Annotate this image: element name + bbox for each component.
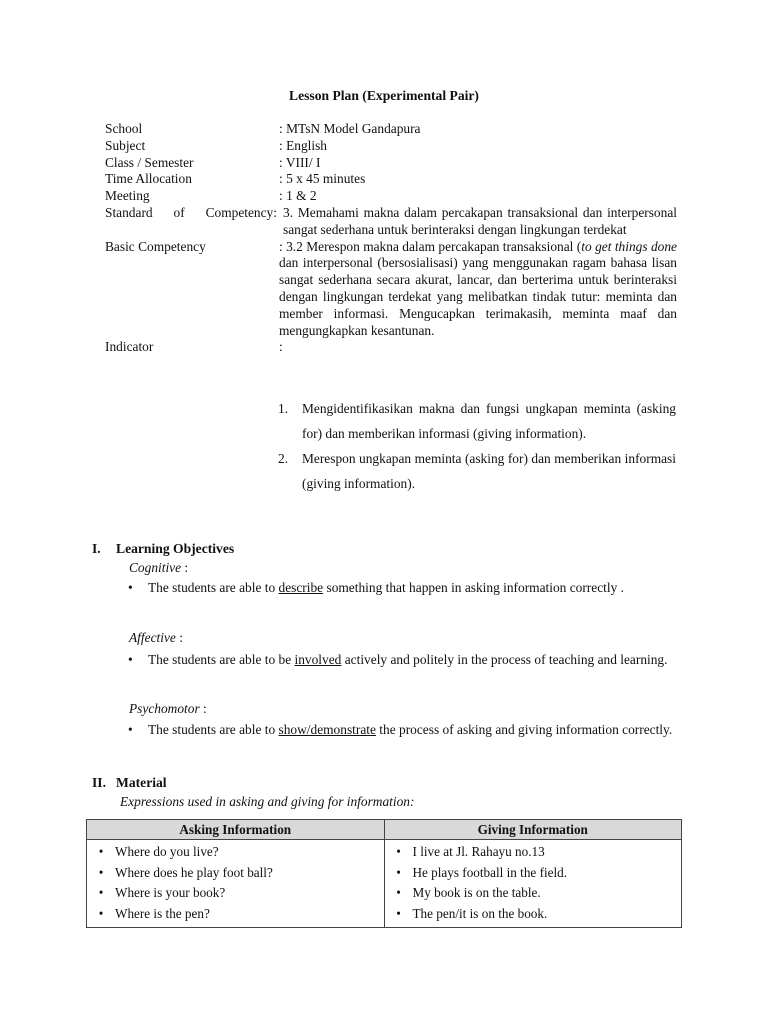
basic-value-part2: dan interpersonal (bersosialisasi) yang menggunakan ragam bahasa lisan sangat sederhana secara akurat, lancar, dan berterima untuk berinteraksi dengan lingkungan terdekat yang melibatkan tindak tutur: meminta dan member informasi. Mengucapkan terimakasih, meminta maaf dan mengungkapkan kesantunan. [279, 255, 677, 338]
giving-expression: I live at Jl. Rahayu no.13 [412, 844, 545, 859]
list-item [385, 863, 682, 884]
bullet-icon: • [128, 652, 133, 667]
bullet-icon: • [128, 580, 133, 595]
identity-row-basic [105, 239, 677, 340]
basic-label: Basic Competency [105, 238, 206, 254]
asking-expression: Where does he play foot ball? [115, 864, 273, 880]
psychomotor-objective [128, 722, 676, 739]
giving-expression: My book is on the table. [412, 885, 541, 900]
section-title: Learning Objectives [116, 541, 235, 556]
standard-label-word3: Competency: [205, 204, 277, 220]
indicator-number: 2. [278, 451, 289, 466]
psychomotor-subheading [129, 701, 207, 717]
school-value: : MTsN Model Gandapura [279, 121, 421, 136]
asking-cell [87, 840, 385, 928]
subject-value: : English [279, 137, 327, 153]
indicator-text: Merespon ungkapan meminta (asking for) dan memberikan informasi (giving information). [302, 451, 676, 491]
affective-text-post: actively and politely in the process of teaching and learning. [341, 652, 668, 667]
affective-objective [128, 652, 676, 669]
psychomotor-text-pre: The students are able to [148, 722, 279, 737]
list-item [87, 904, 384, 925]
list-item [385, 904, 682, 925]
indicator-list [278, 396, 676, 496]
basic-value-italic: to get things done [581, 238, 677, 254]
identity-row-time [105, 171, 677, 188]
giving-expression: He plays football in the field. [412, 864, 568, 880]
asking-header: Asking Information [87, 820, 385, 840]
bullet-icon: • [396, 885, 401, 900]
asking-list [87, 842, 384, 924]
table-header-row [87, 820, 682, 840]
list-item [385, 842, 682, 863]
standard-label [105, 205, 279, 239]
giving-expression: The pen/it is on the book. [412, 905, 548, 921]
identity-row-subject [105, 138, 677, 155]
bullet-icon: • [98, 885, 104, 900]
standard-value: 3. Memahami makna dalam percakapan transaksional dan interpersonal sangat sederhana untuk berinteraksi dengan lingkungan terdekat [283, 204, 677, 237]
section-title: Material [116, 775, 167, 790]
psychomotor-colon: : [199, 701, 207, 716]
asking-expression: Where is the pen? [115, 905, 210, 921]
psychomotor-text [148, 722, 676, 739]
class-label: Class / Semester [105, 154, 194, 170]
list-item [87, 863, 384, 884]
bullet-icon: • [98, 905, 104, 921]
indicator-label: Indicator [105, 339, 154, 355]
subject-label: Subject [105, 137, 146, 153]
identity-row-meeting [105, 188, 677, 205]
expressions-table [86, 819, 682, 928]
cognitive-text [148, 580, 676, 597]
section-numeral: I. [92, 541, 101, 556]
psychomotor-text-post: the process of asking and giving information correctly. [375, 722, 673, 737]
cognitive-subheading [129, 560, 188, 576]
affective-text-pre: The students are able to be [148, 652, 295, 667]
affective-colon: : [175, 630, 183, 645]
bullet-icon: • [98, 844, 104, 859]
table-row [87, 840, 682, 928]
cognitive-label: Cognitive [129, 560, 182, 575]
psychomotor-keyword: show/demonstrate [278, 722, 376, 737]
psychomotor-label: Psychomotor [129, 701, 200, 716]
asking-expression: Where do you live? [115, 844, 219, 859]
cognitive-keyword: describe [278, 580, 324, 595]
cognitive-text-pre: The students are able to [148, 580, 279, 595]
indicator-item [278, 446, 676, 496]
class-value: : VIII/ I [279, 154, 321, 170]
time-label: Time Allocation [105, 171, 192, 187]
indicator-value: : [279, 339, 283, 355]
giving-cell [384, 840, 682, 928]
standard-label-word1: Standard [105, 204, 153, 220]
giving-header: Giving Information [384, 820, 682, 840]
meeting-value: : 1 & 2 [279, 188, 317, 204]
identity-row-standard [105, 205, 677, 239]
bullet-icon: • [396, 864, 401, 880]
material-intro: Expressions used in asking and giving for information: [120, 794, 415, 809]
section-material-heading [92, 775, 167, 791]
cognitive-text-post: something that happen in asking information correctly . [323, 580, 624, 595]
meeting-label: Meeting [105, 188, 150, 204]
basic-value [279, 239, 677, 340]
basic-value-part1: : 3.2 Merespon makna dalam percakapan transaksional ( [279, 238, 582, 254]
school-label: School [105, 121, 143, 136]
indicator-item [278, 396, 676, 446]
list-item [87, 842, 384, 863]
bullet-icon: • [396, 905, 401, 921]
identity-row-school [105, 121, 677, 138]
section-learning-objectives-heading [92, 541, 234, 557]
document-title: Lesson Plan (Experimental Pair) [289, 88, 479, 103]
cognitive-objective [128, 580, 676, 597]
giving-list [385, 842, 682, 924]
asking-expression: Where is your book? [115, 885, 226, 900]
identity-block [105, 121, 677, 356]
identity-row-class [105, 155, 677, 172]
bullet-icon: • [128, 722, 133, 737]
affective-keyword: involved [294, 652, 342, 667]
affective-subheading [129, 630, 183, 646]
standard-label-word2: of [173, 204, 185, 220]
indicator-text: Mengidentifikasikan makna dan fungsi ungkapan meminta (asking for) dan memberikan informasi (giving information). [302, 401, 676, 441]
list-item [385, 883, 682, 904]
cognitive-colon: : [181, 560, 189, 575]
affective-text [148, 652, 676, 669]
list-item [87, 883, 384, 904]
indicator-number: 1. [278, 401, 289, 416]
bullet-icon: • [396, 844, 401, 859]
time-value: : 5 x 45 minutes [279, 171, 366, 187]
bullet-icon: • [98, 864, 104, 880]
affective-label: Affective [129, 630, 176, 645]
section-numeral: II. [92, 775, 106, 790]
identity-row-indicator [105, 339, 677, 356]
